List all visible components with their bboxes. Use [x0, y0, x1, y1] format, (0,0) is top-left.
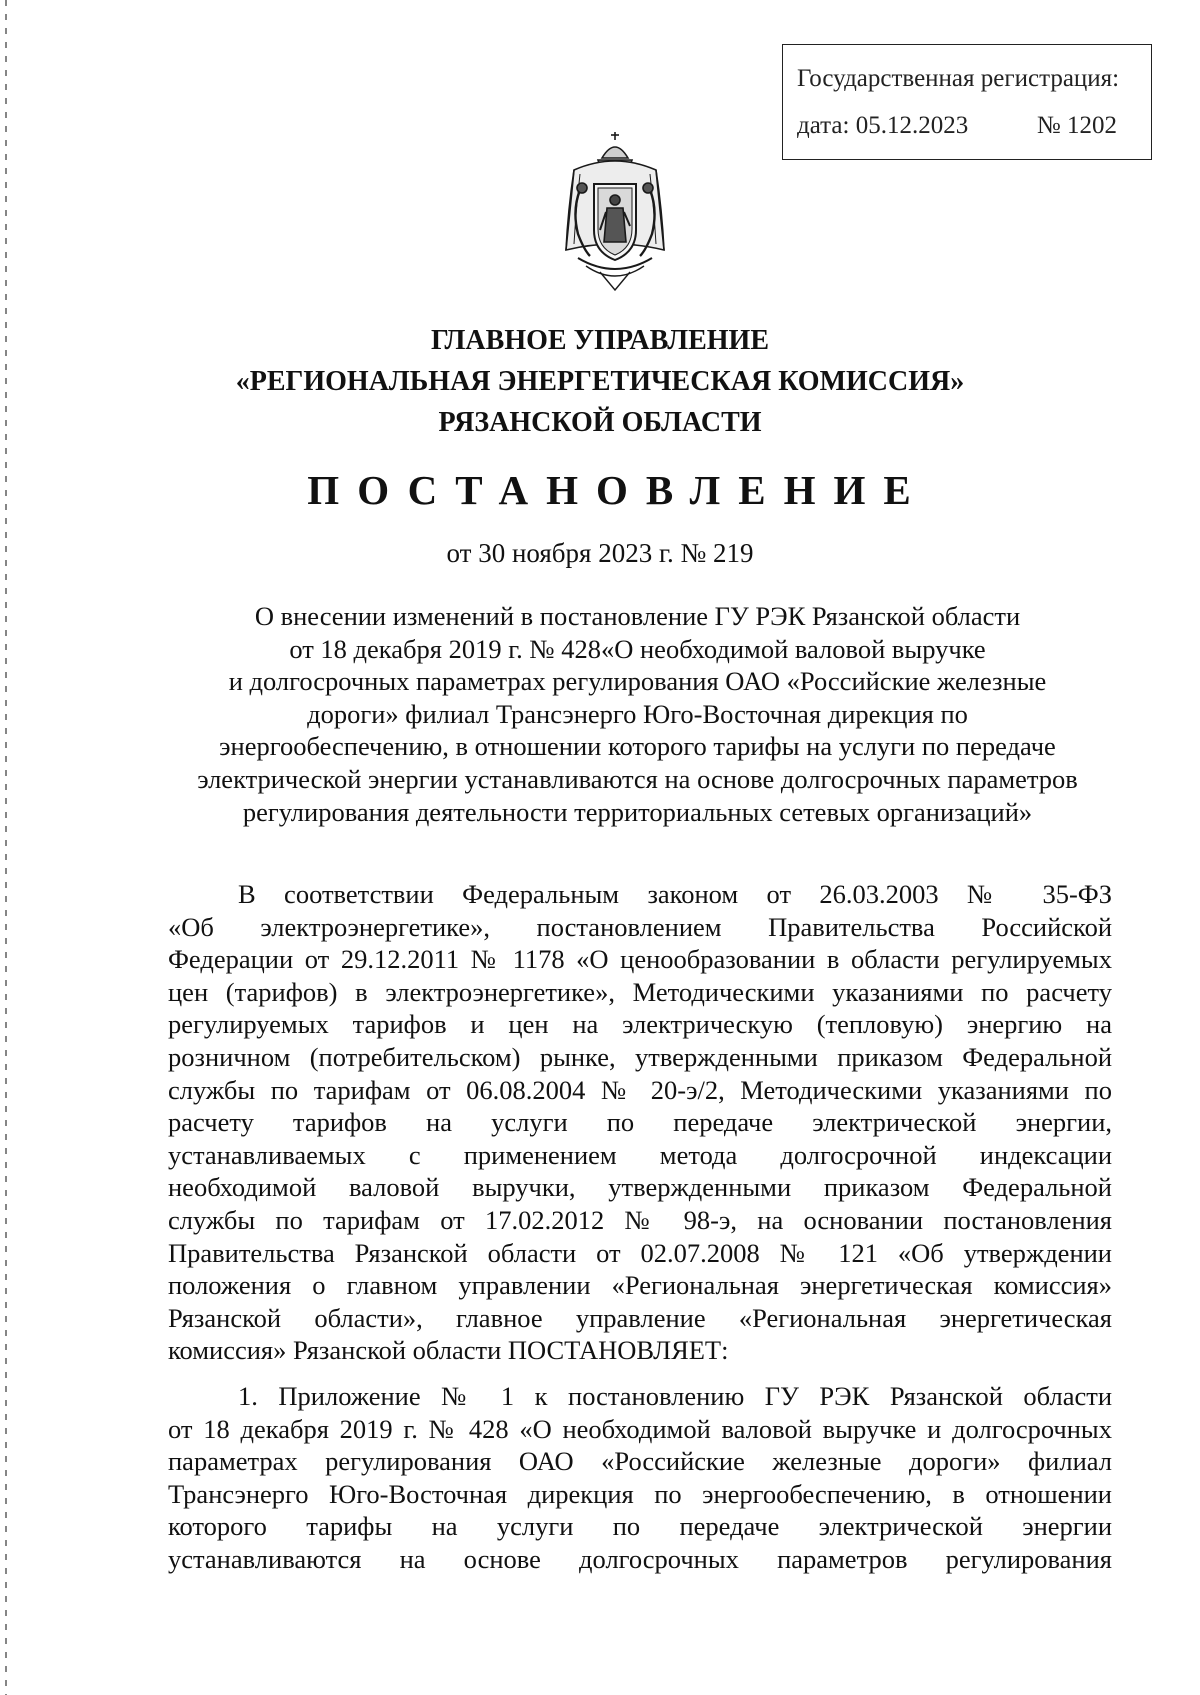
registration-title: Государственная регистрация:: [797, 65, 1120, 92]
item-1-line: 1. Приложение № 1 к постановлению ГУ РЭК Рязанской области: [238, 1381, 1112, 1411]
item-1-line: от 18 декабря 2019 г. № 428 «О необходимой валовой выручке и долгосрочных: [168, 1413, 1112, 1444]
preamble-line: цен (тарифов) в электроэнергетике», Методическими указаниями по расчету: [168, 976, 1112, 1007]
subject-line: дороги» филиал Трансэнерго Юго-Восточная дирекция по: [307, 698, 968, 729]
ryazan-coat-of-arms-icon: [560, 130, 670, 292]
subject-line: регулирования деятельности территориальных сетевых организаций»: [242, 796, 1033, 827]
item-1-line: параметрах регулирования ОАО «Российские железные дороги» филиал: [168, 1446, 1112, 1477]
scan-edge-mark: [5, 0, 7, 1695]
preamble-paragraph: [168, 878, 1112, 1367]
preamble-line: «Об электроэнергетике», постановлением Правительства Российской: [168, 911, 1112, 942]
preamble-line: службы по тарифам от 17.02.2012 № 98-э, на основании постановления: [168, 1204, 1112, 1235]
preamble-line: В соответствии Федеральным законом от 26.03.2003 № 35-ФЗ: [238, 879, 1112, 909]
subject-line: электрической энергии устанавливаются на основе долгосрочных параметров: [197, 763, 1078, 794]
registration-stamp: [782, 44, 1152, 160]
registration-number: № 1202: [1036, 112, 1117, 139]
subject-line: О внесении изменений в постановление ГУ РЭК Рязанской области: [254, 601, 1021, 631]
subject-line: и долгосрочных параметрах регулирования ОАО «Российские железные: [228, 666, 1047, 697]
preamble-line: комиссия» Рязанской области ПОСТАНОВЛЯЕТ:: [168, 1335, 729, 1366]
preamble-line: розничном (потребительском) рынке, утвержденными приказом Федеральной: [168, 1041, 1112, 1072]
preamble-line: Федерации от 29.12.2011 № 1178 «О ценообразовании в области регулируемых: [168, 944, 1112, 975]
preamble-line: Рязанской области», главное управление «Региональная энергетическая: [168, 1302, 1112, 1333]
item-1-line: которого тарифы на услуги по передаче электрической энергии: [168, 1511, 1112, 1542]
org-name-line-2: «РЕГИОНАЛЬНАЯ ЭНЕРГЕТИЧЕСКАЯ КОМИССИЯ»: [235, 366, 965, 397]
preamble-line: необходимой валовой выручки, утвержденными приказом Федеральной: [168, 1172, 1112, 1203]
preamble-line: расчету тарифов на услуги по передаче электрической энергии,: [168, 1107, 1112, 1138]
document-type: ПОСТАНОВЛЕНИЕ: [307, 467, 929, 513]
subject-line: энергообеспечению, в отношении которого тарифы на услуги по передаче: [219, 731, 1056, 762]
item-1-paragraph: [168, 1380, 1112, 1576]
document-subject: [150, 600, 1125, 828]
preamble-line: Правительства Рязанской области от 02.07.2008 № 121 «Об утверждении: [168, 1237, 1112, 1268]
registration-date: дата: 05.12.2023: [797, 112, 969, 139]
item-1-line: устанавливаются на основе долгосрочных параметров регулирования: [168, 1543, 1112, 1574]
org-name-line-1: ГЛАВНОЕ УПРАВЛЕНИЕ: [430, 325, 770, 356]
subject-line: от 18 декабря 2019 г. № 428«О необходимой валовой выручке: [289, 633, 986, 664]
document-date-number: от 30 ноября 2023 г. № 219: [446, 538, 754, 568]
preamble-line: регулируемых тарифов и цен на электрическую (тепловую) энергию на: [168, 1009, 1112, 1040]
preamble-line: положения о главном управлении «Региональная энергетическая комиссия»: [168, 1270, 1112, 1301]
preamble-line: устанавливаемых с применением метода долгосрочной индексации: [168, 1139, 1112, 1170]
org-name-line-3: РЯЗАНСКОЙ ОБЛАСТИ: [438, 407, 762, 438]
item-1-line: Трансэнерго Юго-Восточная дирекция по энергообеспечению, в отношении: [168, 1478, 1112, 1509]
preamble-line: службы по тарифам от 06.08.2004 № 20-э/2, Методическими указаниями по: [168, 1074, 1112, 1105]
